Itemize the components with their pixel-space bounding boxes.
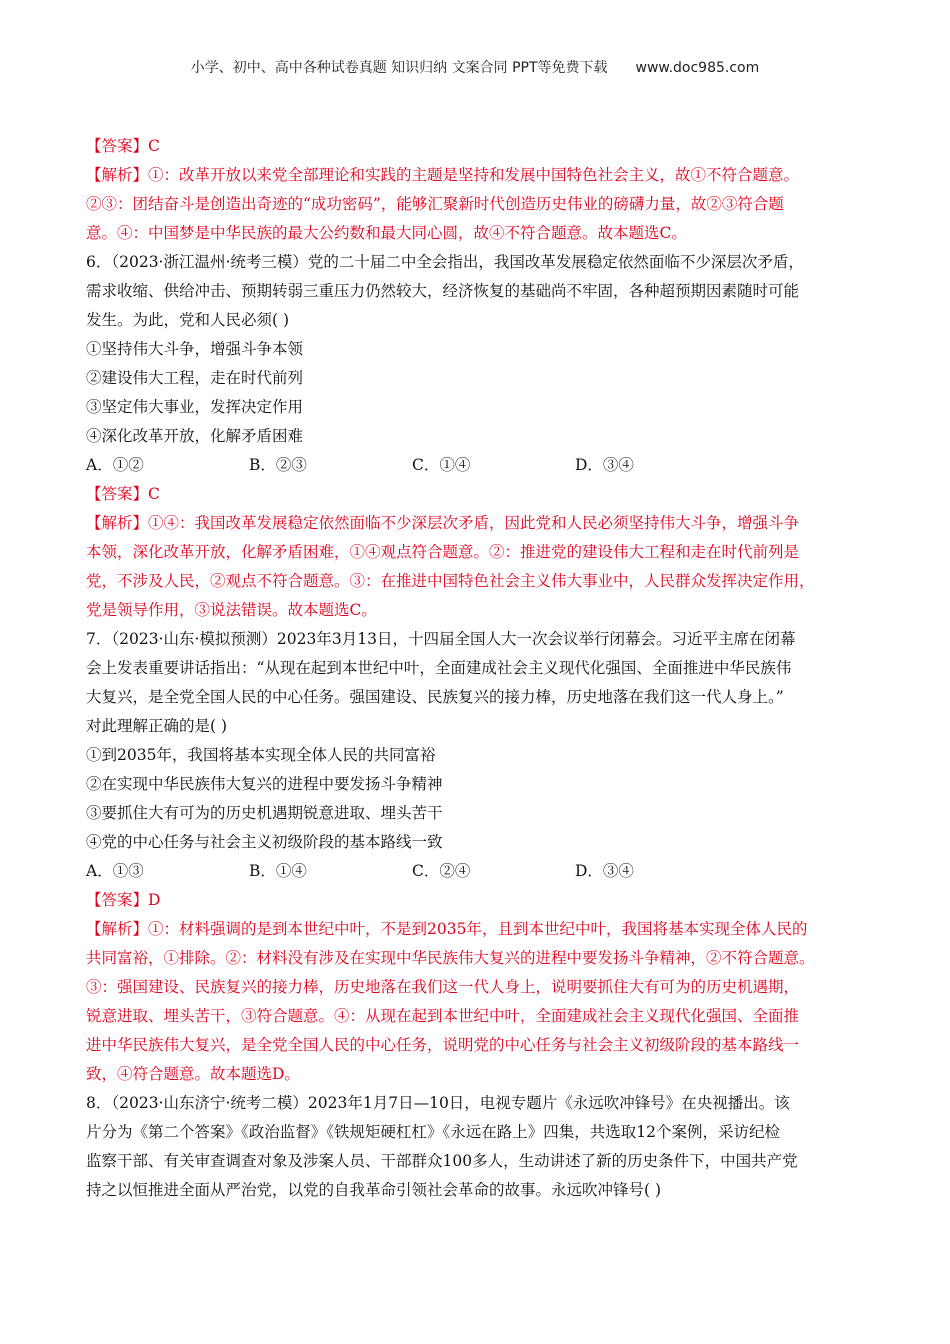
q7-item: ③要抓住大有可为的历史机遇期锐意进取、埋头苦干 — [86, 804, 443, 822]
q7-options — [86, 857, 886, 886]
q7-option-b: B．①④ — [249, 862, 307, 880]
q7-analysis-line: 致，④符合题意。故本题选D。 — [86, 1065, 300, 1083]
q8-stem-line: 监察干部、有关审查调查对象及涉案人员、干部群众100多人，生动讲述了新的历史条件下，中国共产党 — [86, 1152, 798, 1170]
page-header — [0, 57, 950, 77]
q6-stem-line: 6．（2023·浙江温州·统考三模）党的二十届二中全会指出，我国改革发展稳定依然面临不少深层次矛盾， — [86, 253, 804, 271]
q7-stem-line: 会上发表重要讲话指出：“从现在起到本世纪中叶，全面建成社会主义现代化强国、全面推进中华民族伟 — [86, 659, 792, 677]
header-site: www.doc985.com — [635, 60, 760, 76]
q7-item: ①到2035年，我国将基本实现全体人民的共同富裕 — [86, 746, 436, 764]
q6-option-d: D．③④ — [575, 456, 634, 474]
q6-analysis-line: 本领，深化改革开放，化解矛盾困难，①④观点符合题意。②：推进党的建设伟大工程和走在时代前列是 — [86, 543, 800, 561]
q5-analysis-line: 意。④：中国梦是中华民族的最大公约数和最大同心圆，故④不符合题意。故本题选C。 — [86, 224, 687, 242]
q6-item: ①坚持伟大斗争，增强斗争本领 — [86, 340, 304, 358]
q6-item: ④深化改革开放，化解矛盾困难 — [86, 427, 304, 445]
q6-item: ②建设伟大工程，走在时代前列 — [86, 369, 304, 387]
q7-option-c: C．②④ — [412, 862, 471, 880]
q6-options — [86, 451, 886, 480]
q6-option-a: A．①② — [86, 456, 144, 474]
q6-option-c: C．①④ — [412, 456, 471, 474]
q6-stem-line: 需求收缩、供给冲击、预期转弱三重压力仍然较大，经济恢复的基础尚不牢固，各种超预期因素随时可能 — [86, 282, 800, 300]
q7-stem-line: 大复兴，是全党全国人民的中心任务。强国建设、民族复兴的接力棒，历史地落在我们这一代人身上。” — [86, 688, 784, 706]
q6-analysis-line: 党，不涉及人民，②观点不符合题意。③：在推进中国特色社会主义伟大事业中，人民群众发挥决定作用， — [86, 572, 815, 590]
q7-item: ②在实现中华民族伟大复兴的进程中要发扬斗争精神 — [86, 775, 443, 793]
q7-analysis-line: ③：强国建设、民族复兴的接力棒，历史地落在我们这一代人身上，说明要抓住大有可为的历史机遇期， — [86, 978, 800, 996]
q7-option-d: D．③④ — [575, 862, 634, 880]
q5-answer: 【答案】C — [86, 137, 160, 155]
q5-analysis-line: ②③：团结奋斗是创造出奇迹的“成功密码”，能够汇聚新时代创造历史伟业的磅礴力量，故②③符合题 — [86, 195, 784, 213]
document-body — [86, 132, 886, 1205]
q7-stem-line: 对此理解正确的是( ) — [86, 717, 228, 735]
q7-stem-line: 7．（2023·山东·模拟预测）2023年3月13日，十四届全国人大一次会议举行闭幕会。习近平主席在闭幕 — [86, 630, 796, 648]
q6-item: ③坚定伟大事业，发挥决定作用 — [86, 398, 304, 416]
q6-analysis-line: 党是领导作用，③说法错误。故本题选C。 — [86, 601, 377, 619]
q7-answer: 【答案】D — [86, 891, 161, 909]
q8-stem-line: 片分为《第二个答案》《政治监督》《铁规矩硬杠杠》《永远在路上》四集，共选取12个案例，采访纪检 — [86, 1123, 780, 1141]
q5-analysis-line: 【解析】①：改革开放以来党全部理论和实践的主题是坚持和发展中国特色社会主义，故①不符合题意。 — [86, 166, 800, 184]
q6-option-b: B．②③ — [249, 456, 307, 474]
q6-analysis-line: 【解析】①④：我国改革发展稳定依然面临不少深层次矛盾，因此党和人民必须坚持伟大斗争，增强斗争 — [86, 514, 800, 532]
q7-analysis-line: 进中华民族伟大复兴，是全党全国人民的中心任务，说明党的中心任务与社会主义初级阶段的基本路线一 — [86, 1036, 800, 1054]
header-title: 小学、初中、高中各种试卷真题 知识归纳 文案合同 PPT等免费下载 — [190, 60, 608, 76]
q7-analysis-line: 共同富裕，①排除。②：材料没有涉及在实现中华民族伟大复兴的进程中要发扬斗争精神，②不符合题意。 — [86, 949, 815, 967]
q7-analysis-line: 【解析】①：材料强调的是到本世纪中叶，不是到2035年，且到本世纪中叶，我国将基本实现全体人民的 — [86, 920, 808, 938]
q8-stem-line: 8．（2023·山东济宁·统考二模）2023年1月7日—10日，电视专题片《永远吹冲锋号》在央视播出。该 — [86, 1094, 790, 1112]
q7-option-a: A．①③ — [86, 862, 144, 880]
q7-analysis-line: 锐意进取、埋头苦干，③符合题意。④：从现在起到本世纪中叶，全面建成社会主义现代化强国、全面推 — [86, 1007, 800, 1025]
q6-answer: 【答案】C — [86, 485, 160, 503]
q6-stem-line: 发生。为此，党和人民必须( ) — [86, 311, 290, 329]
q7-item: ④党的中心任务与社会主义初级阶段的基本路线一致 — [86, 833, 443, 851]
q8-stem-line: 持之以恒推进全面从严治党，以党的自我革命引领社会革命的故事。永远吹冲锋号( ) — [86, 1181, 662, 1199]
